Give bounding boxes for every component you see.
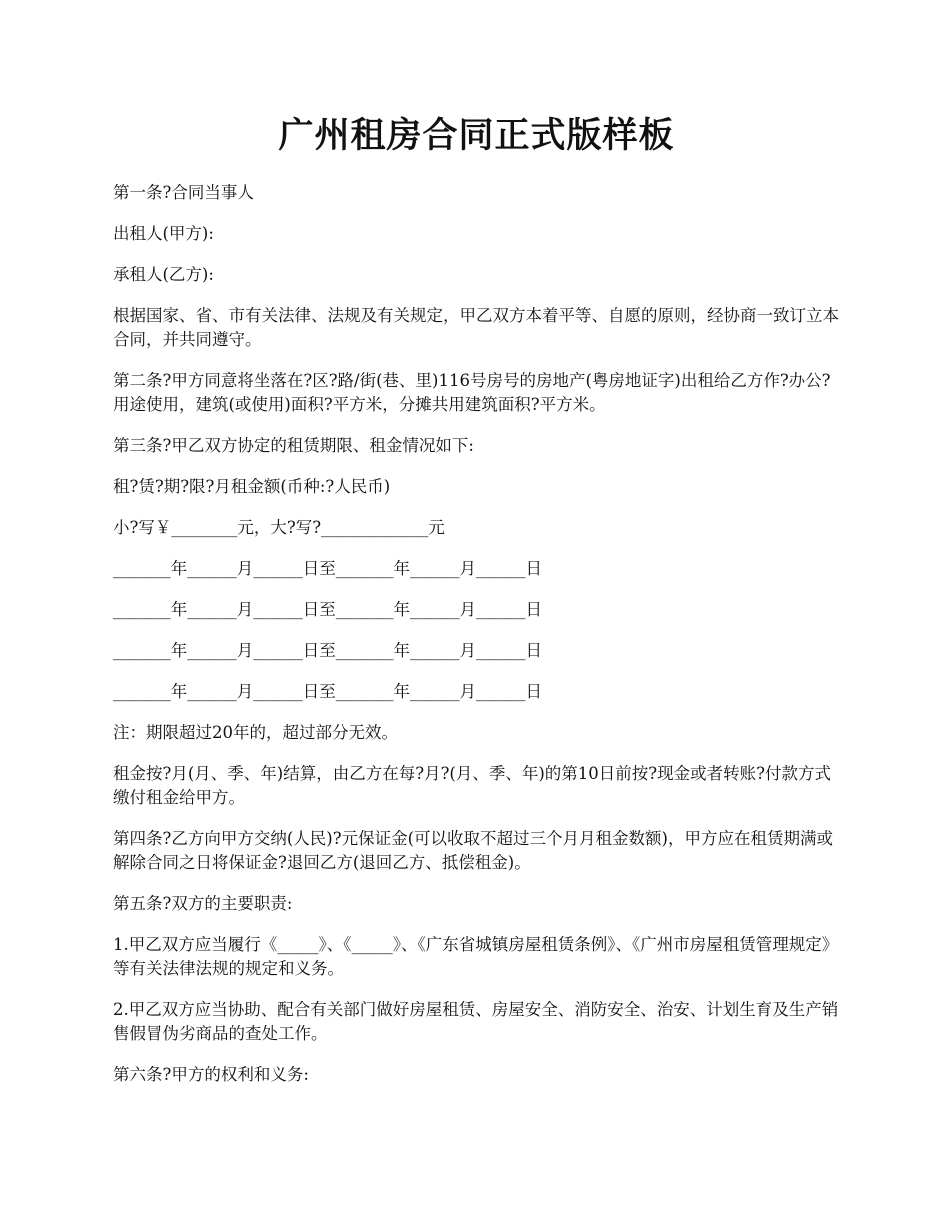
- rent-amount-line: 小?写￥________元，大?写?_____________元: [113, 518, 445, 537]
- article-1-heading: 第一条?合同当事人: [113, 183, 254, 202]
- lease-period-line: _______年______月______日至_______年______月______日: [113, 600, 542, 619]
- article-4-paragraph: 第四条?乙方向甲方交纳(人民)?元保证金(可以收取不超过三个月月租金数额)，甲方应在租赁期满或解除合同之日将保证金?退回乙方(退回乙方、抵偿租金)。: [113, 829, 833, 872]
- lessee-line: 承租人(乙方):: [113, 265, 214, 284]
- rent-payment-paragraph: 租金按?月(月、季、年)结算，由乙方在每?月?(月、季、年)的第10日前按?现金或者转账?付款方式缴付租金给甲方。: [113, 764, 831, 807]
- article-5-item-2: 2.甲乙双方应当协助、配合有关部门做好房屋租赁、房屋安全、消防安全、治安、计划生育及生产销售假冒伪劣商品的查处工作。: [113, 1000, 839, 1043]
- article-3-heading: 第三条?甲乙双方协定的租赁期限、租金情况如下:: [113, 436, 474, 455]
- lease-period-line: _______年______月______日至_______年______月______日: [113, 682, 542, 701]
- document-title: 广州租房合同正式版样板: [278, 115, 675, 156]
- lease-period-line: _______年______月______日至_______年______月______日: [113, 641, 542, 660]
- article-5-item-1: 1.甲乙双方应当履行《_____》、《_____》、《广东省城镇房屋租赁条例》、《广州市房屋租赁管理规定》等有关法律法规的规定和义务。: [113, 935, 839, 978]
- lease-term-header: 租?赁?期?限?月租金额(币种:?人民币): [113, 477, 391, 496]
- article-5-heading: 第五条?双方的主要职责:: [113, 894, 293, 913]
- article-6-heading: 第六条?甲方的权利和义务:: [113, 1065, 309, 1084]
- lessor-line: 出租人(甲方):: [113, 224, 214, 243]
- article-2-paragraph: 第二条?甲方同意将坐落在?区?路/街(巷、里)116号房号的房地产(粤房地证字)出租给乙方作?办公?用途使用，建筑(或使用)面积?平方米，分摊共用建筑面积?平方米。: [113, 371, 831, 414]
- term-limit-note: 注：期限超过20年的，超过部分无效。: [113, 723, 398, 742]
- lease-period-line: _______年______月______日至_______年______月______日: [113, 559, 542, 578]
- preamble-paragraph: 根据国家、省、市有关法律、法规及有关规定，甲乙双方本着平等、自愿的原则，经协商一致订立本合同，并共同遵守。: [113, 306, 839, 349]
- document-body: [113, 181, 840, 1104]
